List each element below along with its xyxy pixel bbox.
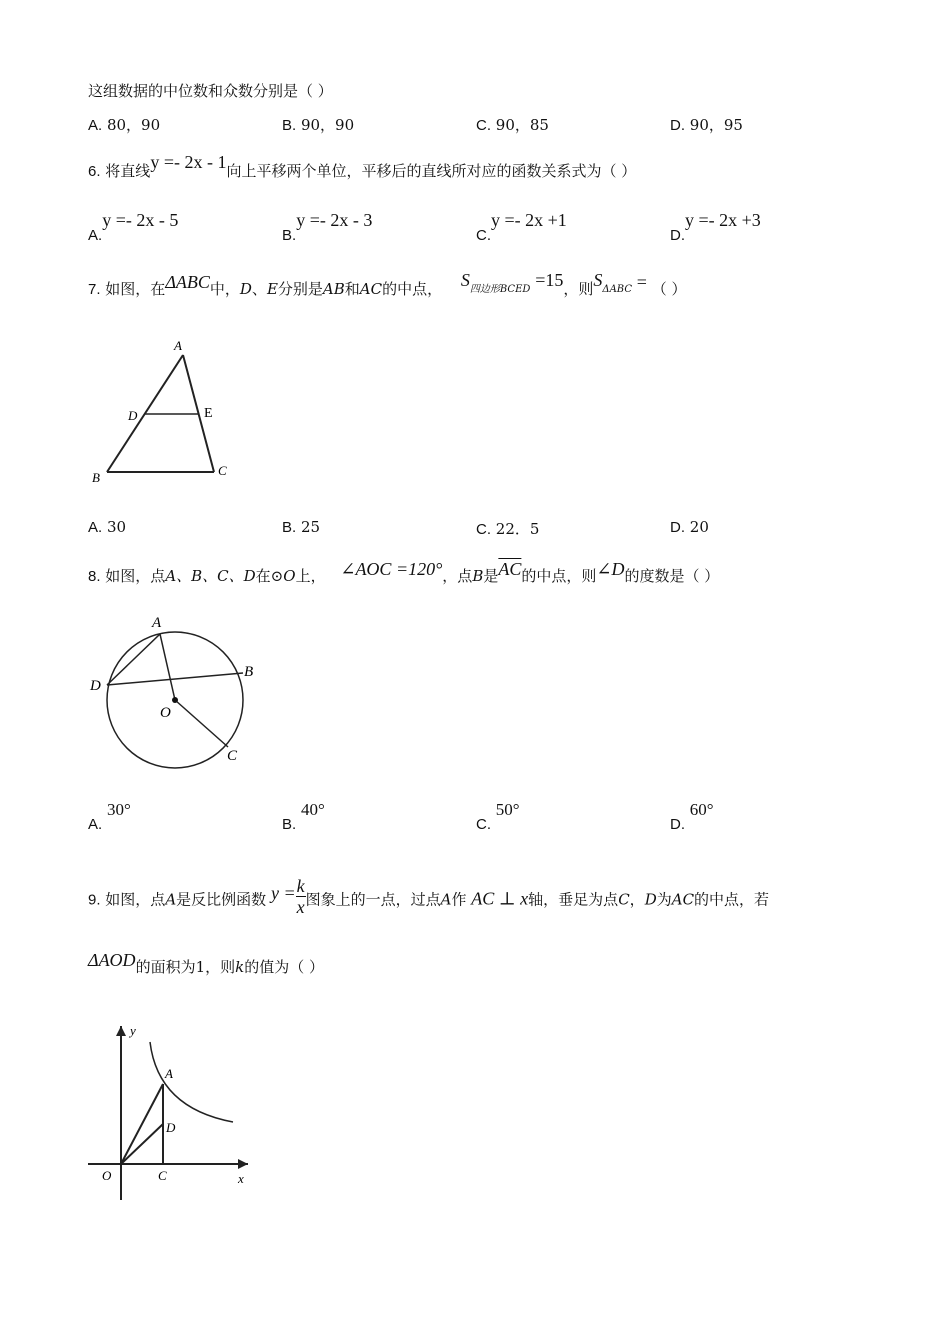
q8-label-b: B [244, 664, 254, 680]
q6-option-b[interactable]: B.y =- 2x - 3 [282, 210, 373, 244]
q9-label-o: O [102, 1168, 112, 1183]
q8-label-c: C [227, 748, 238, 764]
q8-stem: 8. 如图，点A、B、C、D在⊙O上， ∠AOC =120°，点B是$\overline{AC}$的中点，则∠D的度数是（ ） [88, 559, 720, 585]
q6-option-a[interactable]: A.y =- 2x - 5 [88, 210, 179, 244]
q7-label-b: B [92, 470, 100, 485]
q7-label-c: C [218, 463, 227, 478]
q9-perp-formula: AC ⊥ x [471, 888, 529, 909]
q6-formula: y =- 2x - 1 [150, 152, 227, 172]
q9-label-a: A [165, 1066, 173, 1081]
q7-option-c[interactable]: C. 22．5 [476, 520, 540, 538]
q7-label-d: D [128, 408, 138, 423]
q6-option-d[interactable]: D.y =- 2x +3 [670, 210, 761, 244]
q8-option-c[interactable]: C. 50° [476, 800, 520, 833]
q7-label-e: E [204, 406, 213, 421]
q9-stem-line1: 9. 如图，点A是反比例函数 y = $\frac{k}{x}$ 图象上的一点，过点A作 AC ⊥ x轴，垂足为点C，D为AC的中点，若 [88, 876, 770, 917]
q5-option-c[interactable]: C. 90，85 [476, 116, 549, 134]
q5-option-d[interactable]: D. 90，95 [670, 116, 743, 134]
q7-option-b[interactable]: B. 25 [282, 518, 321, 536]
q7-triangle-figure [88, 335, 248, 485]
q8-arc-ac: $\overline{AC}$ [498, 559, 522, 579]
q8-label-o: O [160, 705, 171, 721]
q7-option-a[interactable]: A. 30 [88, 518, 127, 536]
q9-label-d: D [166, 1120, 176, 1135]
q8-label-a: A [152, 615, 162, 631]
q8-angle-formula: ∠AOC =120° [340, 559, 443, 579]
q8-circle-figure [88, 612, 268, 782]
q5-stem: 这组数据的中位数和众数分别是（ ） [88, 82, 333, 100]
q9-label-x: x [238, 1171, 244, 1186]
q6-stem: 6. 将直线y =- 2x - 1向上平移两个单位，平移后的直线所对应的函数关系式为（ ） [88, 152, 637, 180]
q5-option-a[interactable]: A. 80，90 [88, 116, 161, 134]
q9-graph-figure [88, 1018, 268, 1208]
q9-label-c: C [158, 1168, 167, 1183]
q8-option-d[interactable]: D. 60° [670, 800, 714, 833]
q9-fraction: $\frac{k}{x}$ [296, 876, 305, 917]
q9-stem-line2: ΔAOD的面积为1，则k的值为（ ） [88, 950, 324, 976]
q8-option-b[interactable]: B. 40° [282, 800, 325, 833]
q5-option-b[interactable]: B. 90，90 [282, 116, 355, 134]
q7-label-a: A [174, 338, 182, 353]
q8-label-d: D [90, 678, 101, 694]
q7-option-d[interactable]: D. 20 [670, 518, 709, 536]
q7-stem: 7. 如图，在ΔABC中，D、E分别是AB和AC的中点， S四边形BCED =15，则SΔABC = （ ） [88, 270, 687, 298]
q6-option-c[interactable]: C.y =- 2x +1 [476, 210, 567, 244]
q9-label-y: y [130, 1023, 136, 1038]
q8-option-a[interactable]: A. 30° [88, 800, 131, 833]
